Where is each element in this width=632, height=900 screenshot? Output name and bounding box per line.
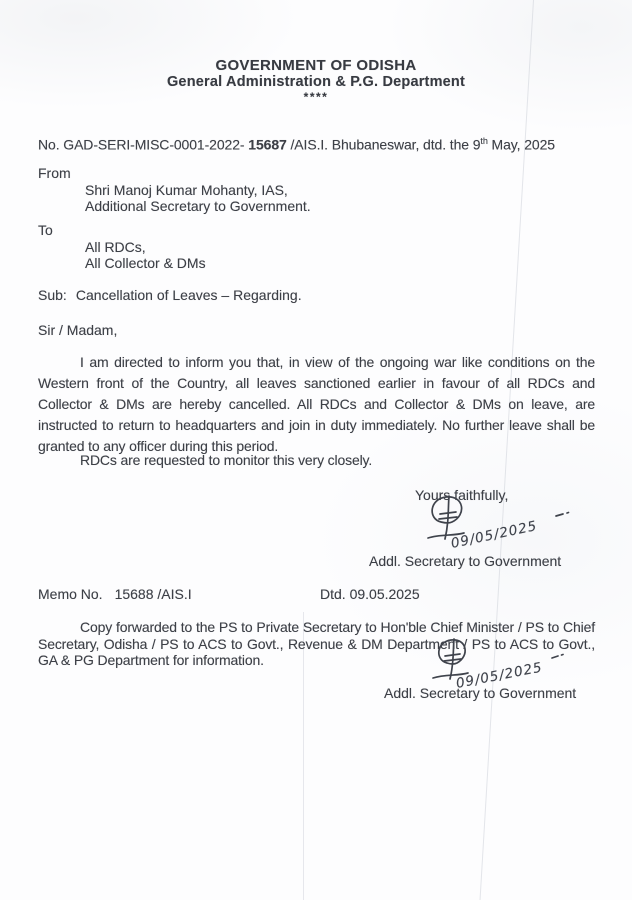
date-ordinal: th bbox=[480, 136, 488, 146]
memo-label: Memo No. bbox=[38, 586, 103, 602]
signature-loop bbox=[432, 497, 461, 523]
signature-date-2: 09/05/2025 bbox=[454, 659, 544, 692]
subject-line bbox=[38, 287, 302, 303]
signatory-title-2: Addl. Secretary to Government bbox=[384, 685, 577, 701]
subject-text: Cancellation of Leaves – Regarding. bbox=[75, 287, 302, 303]
letterhead-department: General Administration & P.G. Department bbox=[166, 74, 466, 90]
from-line-2: Additional Secretary to Government. bbox=[85, 198, 311, 214]
to-line-2: All Collector & DMs bbox=[85, 255, 206, 271]
signature-descender bbox=[450, 639, 454, 679]
reference-prefix: No. GAD-SERI-MISC-0001-2022- bbox=[38, 136, 249, 153]
letterhead-stars: **** bbox=[303, 90, 329, 104]
memo-date: Dtd. 09.05.2025 bbox=[320, 586, 420, 602]
from-line-1: Shri Manoj Kumar Mohanty, IAS, bbox=[85, 181, 288, 198]
signature-trailing-dash bbox=[556, 513, 569, 517]
signature-scribble-1 bbox=[416, 492, 576, 558]
body-paragraph-2: RDCs are requested to monitor this very closely. bbox=[80, 452, 373, 468]
letterhead-org: GOVERNMENT OF ODISHA bbox=[215, 57, 417, 74]
to-block bbox=[38, 222, 206, 272]
to-line-1: All RDCs, bbox=[85, 238, 146, 255]
memo-line bbox=[38, 586, 595, 602]
closing-phrase: Yours faithfully, bbox=[415, 487, 509, 503]
copy-forwarded-paragraph: Copy forwarded to the PS to Private Secretary to Hon'ble Chief Minister / PS to Chief Secretary, Odisha / PS to ACS to Govt., Revenue & DM Department / PS to ACS to Govt., GA & PG Department for information. bbox=[38, 619, 595, 668]
memo-number: 15688 /AIS.I bbox=[114, 586, 192, 602]
to-label: To bbox=[38, 222, 53, 238]
salutation: Sir / Madam, bbox=[38, 322, 118, 338]
from-block bbox=[38, 165, 311, 215]
reference-tail: May, 2025 bbox=[487, 136, 555, 153]
signature-trailing-dash bbox=[552, 655, 563, 659]
body-paragraph-1: I am directed to inform you that, in view of the ongoing war like conditions on the Western front of the Country, all leaves sanctioned earlier in favour of all RDCs and Collector & DMs are hereby cancelled. All RDCs and Collector & DMs on leave, are instructed to return to headquarters and join in duty immediately. No further leave shall be granted to any officer during this period. bbox=[38, 354, 595, 454]
subject-label: Sub: bbox=[38, 287, 67, 303]
signature-date-1: 09/05/2025 bbox=[449, 518, 539, 552]
reference-line bbox=[38, 136, 595, 153]
letterhead bbox=[0, 57, 632, 103]
signatory-title-1: Addl. Secretary to Government bbox=[369, 553, 562, 569]
letter-number: 15687 bbox=[248, 136, 287, 153]
reference-mid: /AIS.I. Bhubaneswar, dtd. the 9 bbox=[286, 136, 481, 153]
from-label: From bbox=[38, 165, 71, 181]
